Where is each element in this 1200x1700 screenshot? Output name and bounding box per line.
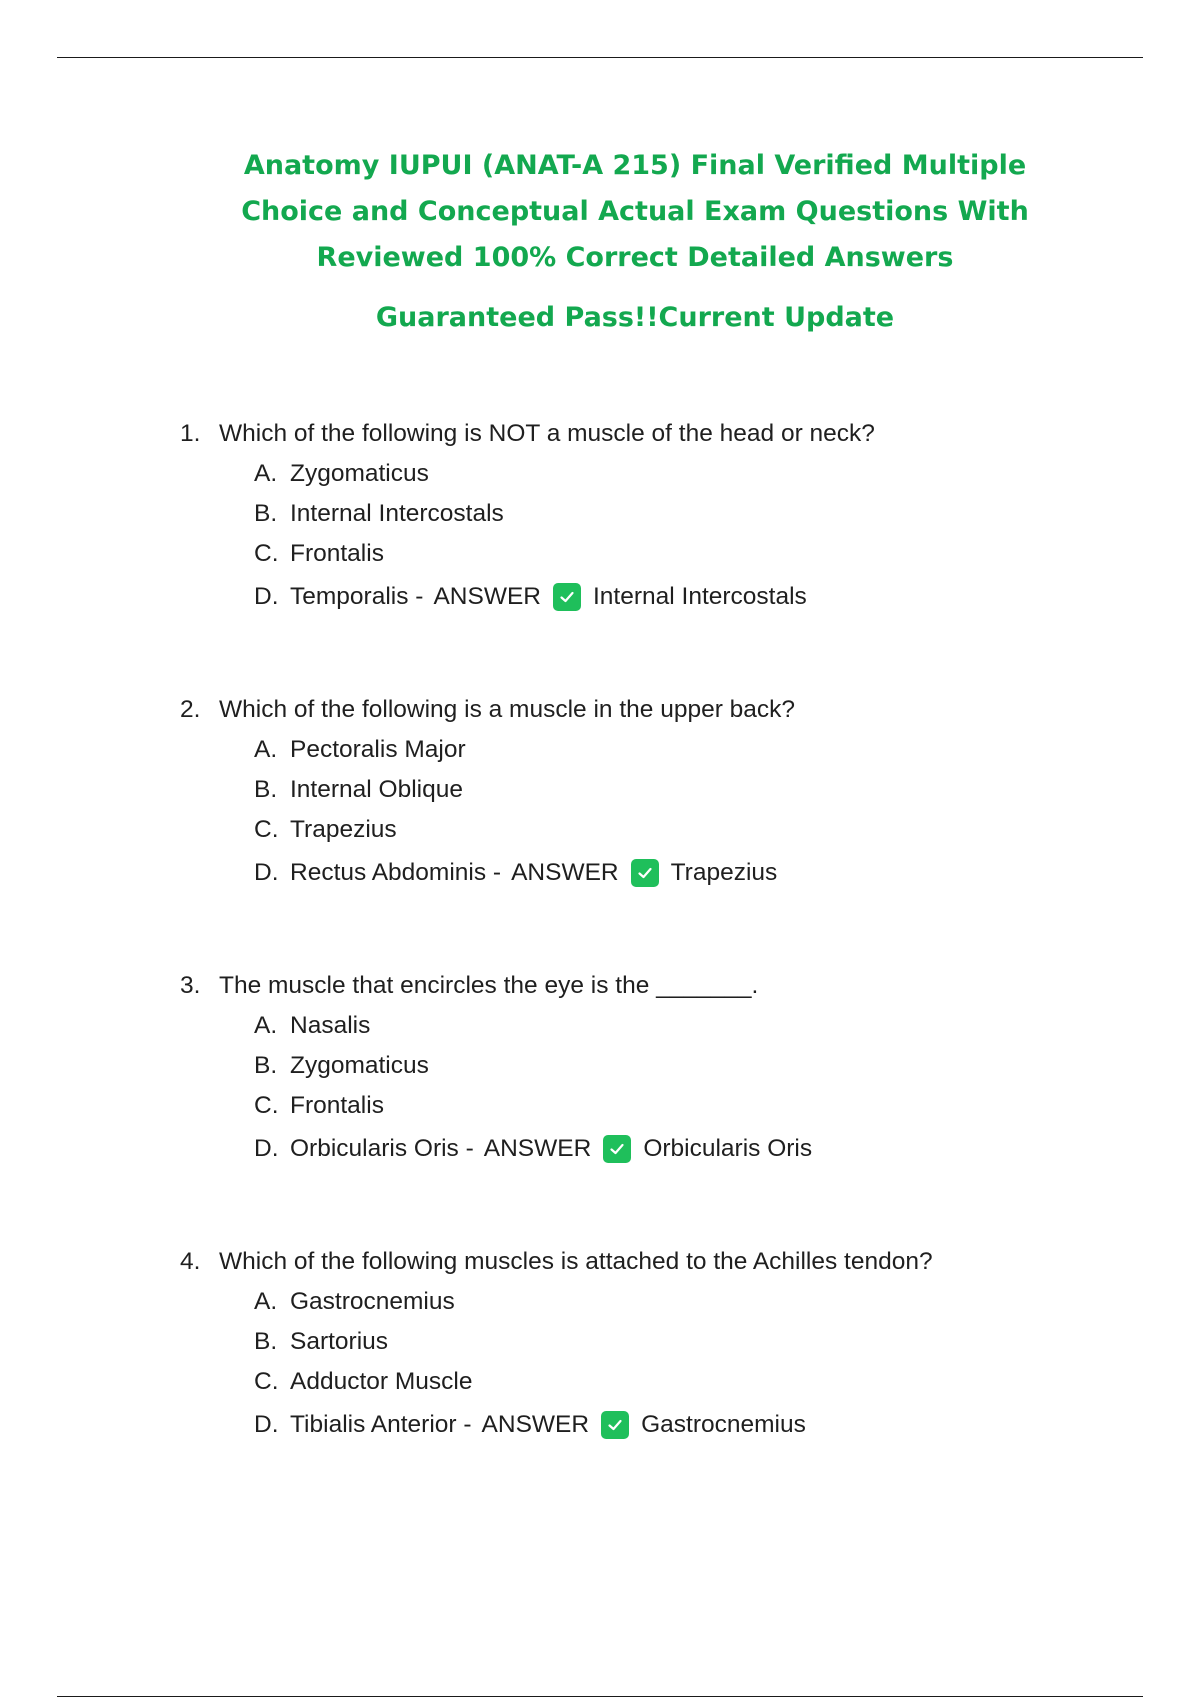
question-3 bbox=[180, 966, 1140, 1242]
question-stem bbox=[180, 966, 1140, 1006]
option-letter: A. bbox=[254, 736, 278, 763]
option-b bbox=[254, 770, 1140, 810]
question-number: 1. bbox=[180, 420, 201, 447]
option-text: Orbicularis Oris - bbox=[290, 1135, 474, 1162]
answer-label: ANSWER bbox=[511, 859, 619, 886]
question-1 bbox=[180, 414, 1140, 690]
option-letter: D. bbox=[254, 1135, 279, 1162]
option-text: Gastrocnemius bbox=[290, 1288, 455, 1315]
option-text: Nasalis bbox=[290, 1012, 371, 1039]
option-text: Internal Intercostals bbox=[290, 500, 504, 527]
title-line-3: Reviewed 100% Correct Detailed Answers bbox=[316, 242, 954, 273]
checkmark-icon bbox=[553, 583, 581, 611]
answer-text: Internal Intercostals bbox=[592, 583, 807, 610]
option-letter: C. bbox=[254, 1092, 279, 1119]
option-letter: D. bbox=[254, 1411, 279, 1438]
answer-label: ANSWER bbox=[433, 583, 541, 610]
option-text: Internal Oblique bbox=[290, 776, 463, 803]
question-stem bbox=[180, 414, 1140, 454]
option-letter: B. bbox=[254, 776, 278, 803]
option-text: Pectoralis Major bbox=[290, 736, 466, 763]
option-list bbox=[180, 1282, 1140, 1448]
option-text: Frontalis bbox=[290, 540, 384, 567]
option-text: Rectus Abdominis - bbox=[290, 859, 502, 886]
question-text: The muscle that encircles the eye is the _______. bbox=[219, 972, 759, 999]
question-number: 4. bbox=[180, 1248, 201, 1275]
title-line-2: Choice and Conceptual Actual Exam Questions With bbox=[241, 196, 1029, 227]
option-b bbox=[254, 494, 1140, 534]
option-letter: A. bbox=[254, 1288, 278, 1315]
option-text: Adductor Muscle bbox=[290, 1368, 473, 1395]
question-stem bbox=[180, 690, 1140, 730]
question-text: Which of the following is NOT a muscle of the head or neck? bbox=[219, 420, 875, 447]
option-letter: C. bbox=[254, 1368, 279, 1395]
answer-label: ANSWER bbox=[483, 1135, 592, 1162]
option-text: Sartorius bbox=[290, 1328, 389, 1355]
option-text: Frontalis bbox=[290, 1092, 384, 1119]
option-b bbox=[254, 1046, 1140, 1086]
option-a bbox=[254, 730, 1140, 770]
checkmark-icon bbox=[631, 859, 659, 887]
question-number: 2. bbox=[180, 696, 201, 723]
option-b bbox=[254, 1322, 1140, 1362]
answer-text: Trapezius bbox=[670, 859, 778, 886]
option-d bbox=[254, 1126, 1140, 1172]
question-list bbox=[180, 414, 1140, 1518]
option-d bbox=[254, 1402, 1140, 1448]
option-text: Zygomaticus bbox=[290, 1052, 429, 1079]
option-a bbox=[254, 454, 1140, 494]
option-a bbox=[254, 1006, 1140, 1046]
answer-text: Orbicularis Oris bbox=[643, 1135, 813, 1162]
question-stem bbox=[180, 1242, 1140, 1282]
option-letter: D. bbox=[254, 583, 279, 610]
title-line-1: Anatomy IUPUI (ANAT-A 215) Final Verified Multiple bbox=[243, 150, 1027, 181]
option-text: Tibialis Anterior - bbox=[290, 1411, 472, 1438]
option-d bbox=[254, 850, 1140, 896]
option-c bbox=[254, 1362, 1140, 1402]
bottom-rule bbox=[57, 1696, 1143, 1697]
option-c bbox=[254, 1086, 1140, 1126]
option-d bbox=[254, 574, 1140, 620]
answer-text: Gastrocnemius bbox=[641, 1411, 806, 1438]
option-text: Zygomaticus bbox=[290, 460, 429, 487]
question-4 bbox=[180, 1242, 1140, 1518]
option-letter: D. bbox=[254, 859, 279, 886]
option-c bbox=[254, 810, 1140, 850]
option-list bbox=[180, 454, 1140, 620]
option-text: Temporalis - bbox=[290, 583, 424, 610]
option-letter: B. bbox=[254, 1328, 278, 1355]
option-list bbox=[180, 1006, 1140, 1172]
option-a bbox=[254, 1282, 1140, 1322]
checkmark-icon bbox=[603, 1135, 631, 1163]
option-letter: C. bbox=[254, 540, 279, 567]
question-2 bbox=[180, 690, 1140, 966]
title-subtitle: Guaranteed Pass!!Current Update bbox=[375, 302, 895, 333]
question-number: 3. bbox=[180, 972, 201, 999]
option-letter: A. bbox=[254, 1012, 278, 1039]
option-text: Trapezius bbox=[290, 816, 397, 843]
question-text: Which of the following muscles is attached to the Achilles tendon? bbox=[219, 1248, 933, 1275]
option-c bbox=[254, 534, 1140, 574]
option-list bbox=[180, 730, 1140, 896]
option-letter: B. bbox=[254, 500, 278, 527]
option-letter: C. bbox=[254, 816, 279, 843]
option-letter: A. bbox=[254, 460, 278, 487]
question-text: Which of the following is a muscle in the upper back? bbox=[219, 696, 796, 723]
document-title bbox=[200, 143, 1070, 341]
checkmark-icon bbox=[601, 1411, 629, 1439]
top-rule bbox=[57, 57, 1143, 58]
option-letter: B. bbox=[254, 1052, 278, 1079]
answer-label: ANSWER bbox=[481, 1411, 590, 1438]
